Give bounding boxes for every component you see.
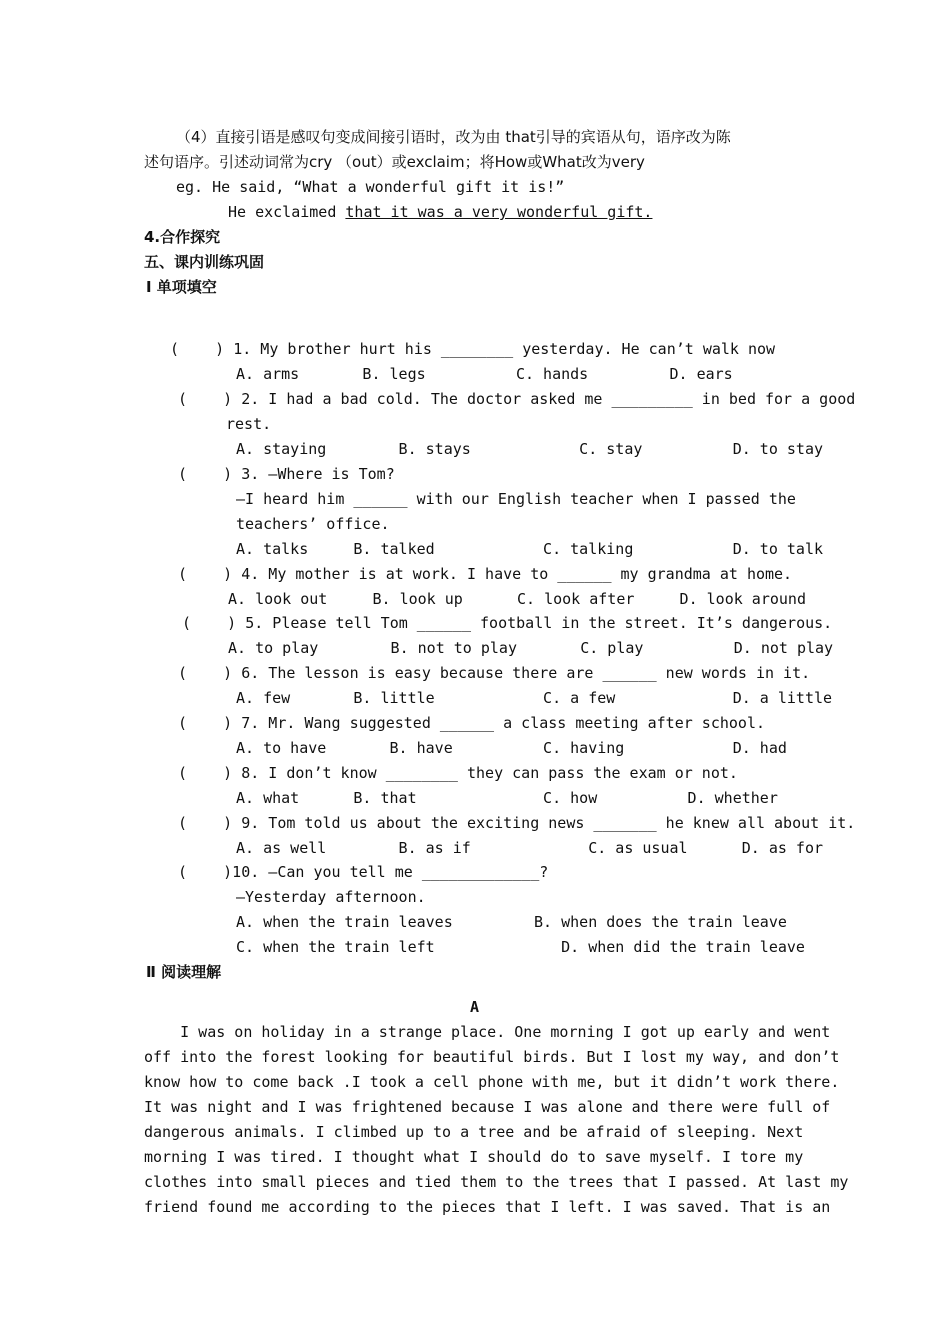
question-4-options: A. look out B. look up C. look after D. look around bbox=[228, 590, 806, 608]
question-3-continued-2: teachers’ office. bbox=[236, 515, 390, 533]
example-direct-speech: eg. He said, “What a wonderful gift it is!” bbox=[176, 178, 565, 196]
passage-line: off into the forest looking for beautiful birds. But I lost my way, and don’t bbox=[144, 1048, 840, 1066]
question-8-options: A. what B. that C. how D. whether bbox=[236, 789, 778, 807]
question-2-options: A. staying B. stays C. stay D. to stay bbox=[236, 440, 823, 458]
question-9-options: A. as well B. as if C. as usual D. as for bbox=[236, 839, 823, 857]
question-10-continued: —Yesterday afternoon. bbox=[236, 888, 426, 906]
question-8: ( ) 8. I don’t know ________ they can pass the exam or not. bbox=[178, 764, 738, 782]
passage-line: It was night and I was frightened because I was alone and there were full of bbox=[144, 1098, 831, 1116]
question-4: ( ) 4. My mother is at work. I have to ______ my grandma at home. bbox=[178, 565, 793, 583]
question-3-continued: —I heard him ______ with our English teacher when I passed the bbox=[236, 490, 796, 508]
heading-cooperative-inquiry: 4.合作探究 bbox=[144, 228, 221, 246]
question-2-continued: rest. bbox=[226, 415, 272, 433]
example-indirect-prefix: He exclaimed bbox=[228, 203, 346, 221]
question-10-options-2: C. when the train left D. when did the train leave bbox=[236, 938, 805, 956]
rule-4-line-1: （4）直接引语是感叹句变成间接引语时，改为由 that引导的宾语从句，语序改为陈 bbox=[176, 128, 731, 146]
example-indirect-underlined: that it was a very wonderful gift. bbox=[345, 203, 653, 221]
passage-line: I was on holiday in a strange place. One morning I got up early and went bbox=[144, 1023, 831, 1041]
heading-reading-comprehension: Ⅱ 阅读理解 bbox=[146, 963, 222, 981]
passage-title: A bbox=[470, 998, 480, 1016]
passage-line: know how to come back .I took a cell phone with me, but it didn’t work there. bbox=[144, 1073, 840, 1091]
example-indirect-speech bbox=[228, 203, 652, 221]
heading-multiple-choice: Ⅰ 单项填空 bbox=[146, 278, 217, 296]
question-9: ( ) 9. Tom told us about the exciting news _______ he knew all about it. bbox=[178, 814, 856, 832]
question-1: ( ) 1. My brother hurt his ________ yesterday. He can’t walk now bbox=[170, 340, 776, 358]
question-6-options: A. few B. little C. a few D. a little bbox=[236, 689, 833, 707]
question-3-options: A. talks B. talked C. talking D. to talk bbox=[236, 540, 823, 558]
question-3: ( ) 3. —Where is Tom? bbox=[178, 465, 395, 483]
heading-in-class-practice: 五、课内训练巩固 bbox=[144, 253, 265, 271]
question-5-options: A. to play B. not to play C. play D. not play bbox=[228, 639, 834, 657]
question-1-options: A. arms B. legs C. hands D. ears bbox=[236, 365, 733, 383]
passage-line: friend found me according to the pieces that I left. I was saved. That is an bbox=[144, 1198, 831, 1216]
question-7-options: A. to have B. have C. having D. had bbox=[236, 739, 787, 757]
rule-4-line-2: 述句语序。引述动词常为cry （out）或exclaim；将How或What改为very bbox=[144, 153, 645, 171]
question-7: ( ) 7. Mr. Wang suggested ______ a class meeting after school. bbox=[178, 714, 765, 732]
passage-line: clothes into small pieces and tied them to the trees that I passed. At last my bbox=[144, 1173, 849, 1191]
question-5: ( ) 5. Please tell Tom ______ football in the street. It’s dangerous. bbox=[182, 614, 833, 632]
question-6: ( ) 6. The lesson is easy because there are ______ new words in it. bbox=[178, 664, 811, 682]
question-2: ( ) 2. I had a bad cold. The doctor asked me _________ in bed for a good bbox=[178, 390, 856, 408]
question-10: ( )10. —Can you tell me _____________? bbox=[178, 863, 549, 881]
passage-line: dangerous animals. I climbed up to a tree and be afraid of sleeping. Next bbox=[144, 1123, 804, 1141]
question-10-options: A. when the train leaves B. when does the train leave bbox=[236, 913, 787, 931]
passage-line: morning I was tired. I thought what I should do to save myself. I tore my bbox=[144, 1148, 804, 1166]
